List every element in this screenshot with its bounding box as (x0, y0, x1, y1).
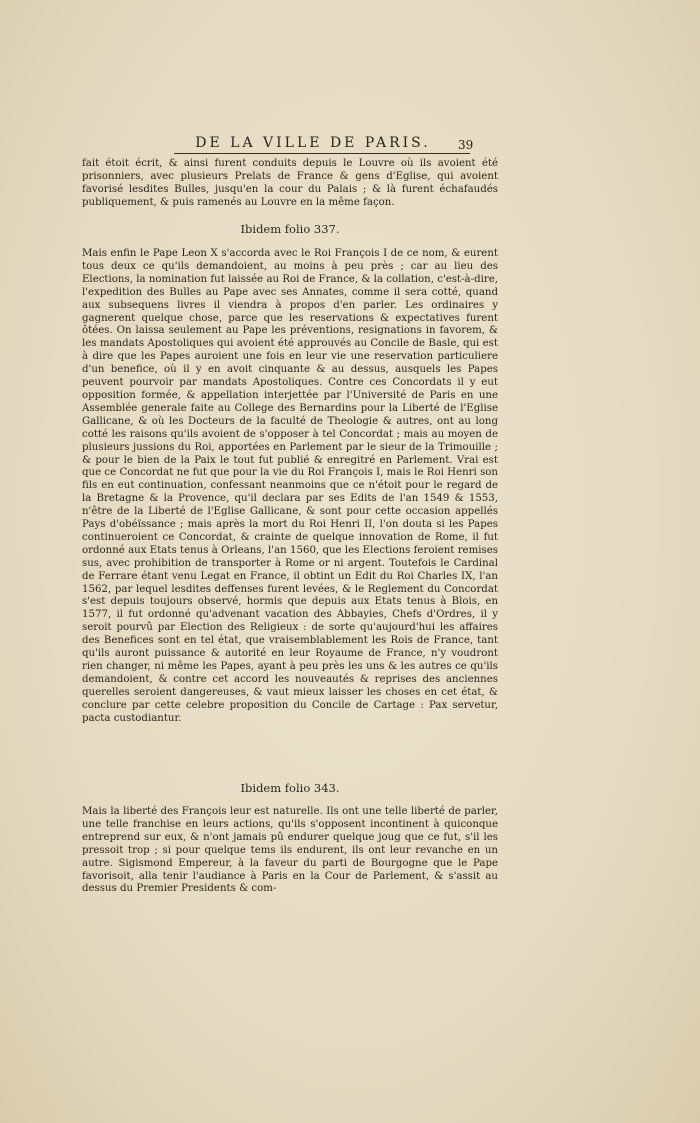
paragraph-2: Mais enfin le Pape Leon X s'accorda avec le Roi François I de ce nom, & eurent tous deux ce qu'ils demandoient, au moins à peu près ; car au lieu des Elections, la nomination fut laissée au Roi de France, & la collation, c'est-à-dire, l'expedition des Bulles au Pape avec ses Annates, comme il sera cotté, quand aux subsequens livres il viendra à propos d'en parler. Les ordinaires y gagnerent quelque chose, parce que les reservations & expectatives furent ôtées. On laissa seulement au Pape les préventions, resignations in favorem, & les mandats Apostoliques qui avoient été approuvés au Concile de Basle, qui est à dire que les Papes auroient une fois en leur vie une reservation particuliere d'un benefice, où il y en avoit cinquante & au dessus, ausquels les Papes peuvent pourvoir par mandats Apostoliques. Contre ces Concordats il y eut opposition formée, & appellation interjettée par l'Université de Paris en une Assemblée generale faite au College des Bernardins pour la Liberté de l'Eglise Gallicane, & où les Docteurs de la faculté de Theologie & autres, ont au long cotté les raisons qu'ils avoient de s'opposer à tel Concordat ; mais au moyen de plusieurs jussions du Roi, apportées en Parlement par le sieur de la Trimouille ; & pour le bien de la Paix le tout fut publié & enregitré en Parlement. Vrai est que ce Concordat ne fut que pour la vie du Roi François I, mais le Roi Henri son fils en eut continuation, confessant neanmoins que ce n'étoit pour le regard de la Bretagne & la Provence, qu'il declara par ses Edits de l'an 1549 & 1553, n'être de la Liberté de l'Eglise Gallicane, & sont pour cette occasion appellés Pays d'obéïssance ; mais après la mort du Roi Henri II, l'on douta si les Papes continueroient ce Concordat, & crainte de quelque innovation de Rome, il fut ordonné aux Etats tenus à Orleans, l'an 1560, que les Elections feroient remises sus, avec prohibition de transporter à Rome or ni argent. Toutefois le Cardinal de Ferrare étant venu Legat en France, il obtint un Edit du Roi Charles IX, l'an 1562, par lequel lesdites deffenses furent levées, & le Reglement du Concordat s'est depuis toujours observé, hormis que depuis aux Etats tenus à Blois, en 1577, il fut ordonné qu'advenant vacation des Abbayies, Chefs d'Ordres, il y seroit pourvû par Election des Religieux : de sorte qu'aujourd'hui les affaires des Benefices sont en tel état, que vraisemblablement les Rois de France, tant qu'ils auront puissance & autorité en leur Royaume de France, n'y voudront rien changer, ni même les Papes, ayant à peu près les uns & les autres ce qu'ils demandoient, & contre cet accord les nouveautés & reprises des anciennes querelles seroient dangereuses, & vaut mieux laisser les choses en cet état, & conclure par cette celebre proposition du Concile de Cartage : Pax servetur, pacta custodiantur. (82, 248, 498, 724)
section-heading-1: Ibidem folio 337. (240, 222, 340, 236)
running-title: DE LA VILLE DE PARIS. (195, 135, 431, 151)
page-number: 39 (458, 138, 474, 152)
header-rule (174, 153, 470, 154)
paragraph-3: Mais la liberté des François leur est naturelle. Ils ont une telle liberté de parler, une telle franchise en leurs actions, qu'ils s'opposent incontinent à quiconque entreprend sur eux, & n'ont jamais pû endurer quelque joug que ce fut, s'il les pressoit trop ; si pour quelque tems ils endurent, ils ont leur revanche en un autre. Sigismond Empereur, à la faveur du parti de Bourgogne que le Pape favorisoit, alla tenir l'audiance à Paris en la Cour de Parlement, & s'assit au dessus du Premier Presidents & com- (82, 806, 498, 895)
paragraph-1: fait étoit écrit, & ainsi furent conduits depuis le Louvre où ils avoient été prisonniers, avec plusieurs Prelats de France & gens d'Eglise, qui avoient favorisé lesdites Bulles, jusqu'en la cour du Palais ; & là furent échafaudés publiquement, & puis ramenés au Louvre en la même façon. (82, 158, 498, 208)
section-heading-2: Ibidem folio 343. (240, 781, 340, 795)
